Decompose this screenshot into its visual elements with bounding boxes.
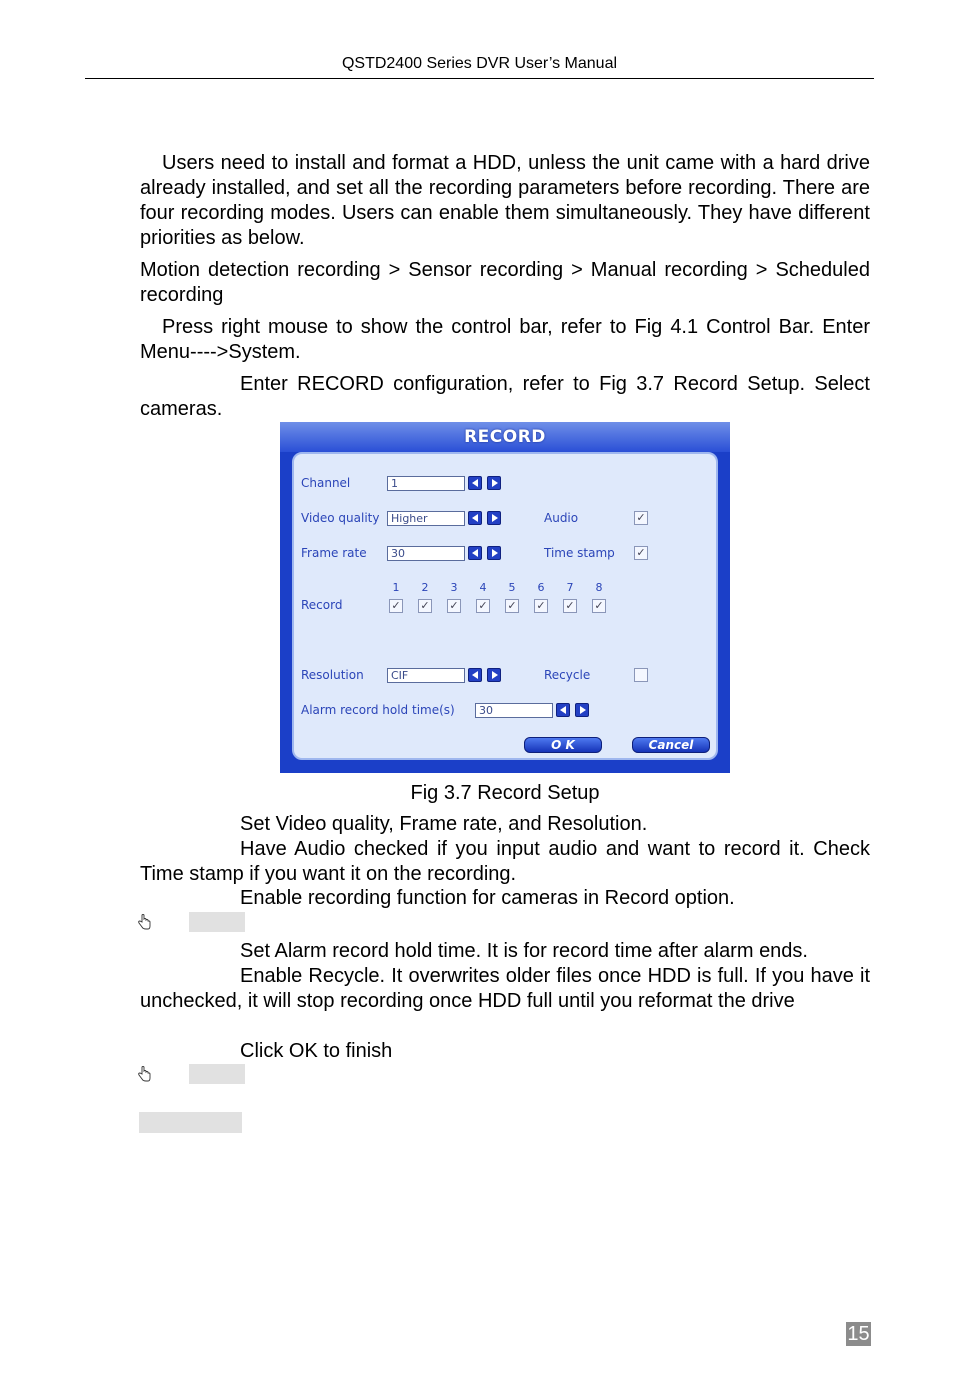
frame-rate-prev-arrow-icon[interactable] (468, 546, 482, 560)
frame-rate-next-arrow-icon[interactable] (487, 546, 501, 560)
cancel-button[interactable]: Cancel (632, 737, 710, 753)
header-title: QSTD2400 Series DVR User’s Manual (341, 55, 618, 72)
record-channel-number: 1 (392, 581, 400, 594)
paragraph-priorities: Motion detection recording > Sensor recording > Manual recording > Scheduled recording (140, 259, 870, 306)
record-checkbox-2[interactable]: ✓ (418, 599, 432, 613)
record-checkbox-1[interactable]: ✓ (389, 599, 403, 613)
paragraph-intro: Users need to install and format a HDD, unless the unit came with a hard drive already installed, and set all the recording parameters before recording. There are four recording modes. Users can enable them simultaneously. They have different priorities as below. (140, 152, 870, 249)
audio-label: Audio (544, 511, 579, 525)
record-channel-number: 7 (566, 581, 574, 594)
time-stamp-label: Time stamp (544, 546, 615, 560)
paragraph-control-bar: Press right mouse to show the control bar, refer to Fig 4.1 Control Bar. Enter Menu---->System. (140, 316, 870, 363)
paragraph-recycle: Enable Recycle. It overwrites older files once HDD is full. If you have it unchecked, it will stop recording once HDD full until you reformat the drive (140, 965, 870, 1012)
paragraph-alarm-hold: Set Alarm record hold time. It is for record time after alarm ends. (240, 940, 808, 962)
page-number: 15 (847, 1323, 870, 1345)
record-channel-number: 8 (595, 581, 603, 594)
hand-pointer-icon (137, 914, 151, 930)
record-channel-number: 4 (479, 581, 487, 594)
record-checkbox-7[interactable]: ✓ (563, 599, 577, 613)
record-label: Record (301, 598, 343, 612)
record-channel-number: 2 (421, 581, 429, 594)
paragraph-click-ok: Click OK to finish (240, 1040, 393, 1062)
alarm-hold-prev-arrow-icon[interactable] (556, 703, 570, 717)
channel-label: Channel (301, 476, 351, 490)
video-quality-field[interactable]: Higher (387, 511, 465, 526)
ok-button[interactable]: O K (524, 737, 602, 753)
record-checkbox-6[interactable]: ✓ (534, 599, 548, 613)
record-channel-number: 5 (508, 581, 516, 594)
audio-checkbox[interactable]: ✓ (634, 511, 648, 525)
recycle-label: Recycle (544, 668, 591, 682)
resolution-label: Resolution (301, 668, 364, 682)
paragraph-enable-record: Enable recording function for cameras in Record option. (240, 887, 735, 909)
figure-caption: Fig 3.7 Record Setup (410, 782, 600, 804)
time-stamp-checkbox[interactable]: ✓ (634, 546, 648, 560)
record-channel-number: 3 (450, 581, 458, 594)
channel-prev-arrow-icon[interactable] (468, 476, 482, 490)
record-checkbox-5[interactable]: ✓ (505, 599, 519, 613)
frame-rate-field[interactable]: 30 (387, 546, 465, 561)
resolution-next-arrow-icon[interactable] (487, 668, 501, 682)
record-checkbox-8[interactable]: ✓ (592, 599, 606, 613)
hand-pointer-icon (137, 1066, 151, 1082)
frame-rate-label: Frame rate (301, 546, 367, 560)
note-label-box (189, 1064, 245, 1084)
paragraph-audio-timestamp: Have Audio checked if you input audio and want to record it. Check Time stamp if you want it on the recording. (140, 838, 870, 885)
video-quality-label: Video quality (301, 511, 380, 525)
alarm-hold-field[interactable]: 30 (475, 703, 553, 718)
note-label-box (189, 912, 245, 932)
alarm-hold-label: Alarm record hold time(s) (301, 703, 455, 717)
dialog-title: RECORD (464, 427, 546, 447)
record-channel-number: 6 (537, 581, 545, 594)
resolution-field[interactable]: CIF (387, 668, 465, 683)
paragraph-record-config: Enter RECORD configuration, refer to Fig 3.7 Record Setup. Select cameras. (140, 373, 870, 420)
recycle-checkbox[interactable] (634, 668, 648, 682)
video-quality-next-arrow-icon[interactable] (487, 511, 501, 525)
channel-next-arrow-icon[interactable] (487, 476, 501, 490)
record-checkbox-3[interactable]: ✓ (447, 599, 461, 613)
page-header (85, 54, 874, 79)
alarm-hold-next-arrow-icon[interactable] (575, 703, 589, 717)
video-quality-prev-arrow-icon[interactable] (468, 511, 482, 525)
record-checkbox-4[interactable]: ✓ (476, 599, 490, 613)
paragraph-video-settings: Set Video quality, Frame rate, and Resolution. (240, 813, 648, 835)
section-heading-box (139, 1112, 242, 1133)
resolution-prev-arrow-icon[interactable] (468, 668, 482, 682)
record-dialog (280, 422, 730, 773)
channel-field[interactable]: 1 (387, 476, 465, 491)
